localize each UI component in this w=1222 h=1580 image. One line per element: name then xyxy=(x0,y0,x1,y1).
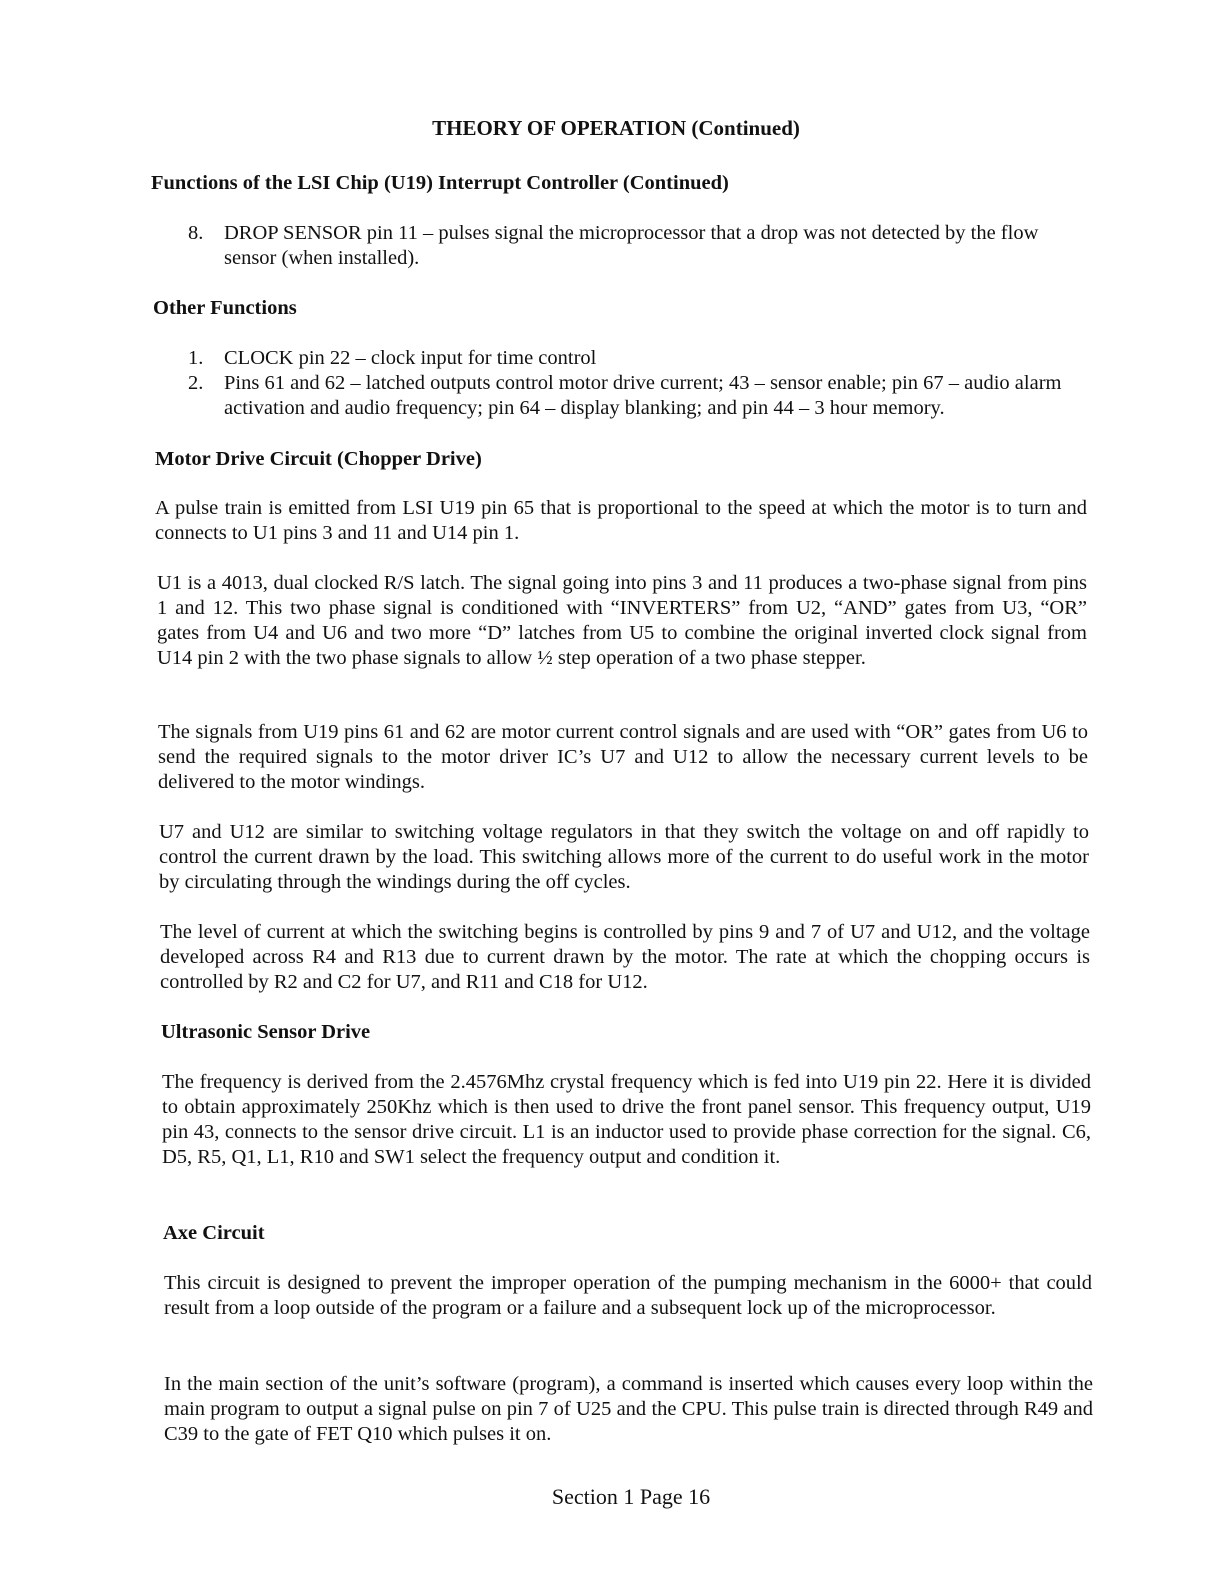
motor-drive-paragraph-1: A pulse train is emitted from LSI U19 pin 65 that is proportional to the speed at which the motor is to turn and connects to U1 pins 3 and 11 and U14 pin 1. xyxy=(155,497,1087,544)
list-item-text: DROP SENSOR pin 11 – pulses signal the microprocessor that a drop was not detected by the flow sensor (when installed). xyxy=(224,222,1039,269)
ultrasonic-heading: Ultrasonic Sensor Drive xyxy=(161,1021,371,1043)
list-item-number: 1. xyxy=(188,347,204,369)
list-item-text: Pins 61 and 62 – latched outputs control motor drive current; 43 – sensor enable; pin 67 – audio alarm activation and audio frequency; pin 64 – display blanking; and pin 44 – 3 hour memory. xyxy=(224,372,1062,419)
motor-drive-heading: Motor Drive Circuit (Chopper Drive) xyxy=(155,448,482,470)
other-functions-heading: Other Functions xyxy=(153,297,297,319)
list-item xyxy=(188,346,1086,371)
list-item xyxy=(188,221,1086,271)
list-item-text: CLOCK pin 22 – clock input for time control xyxy=(224,347,597,369)
page-footer: Section 1 Page 16 xyxy=(551,1484,711,1509)
motor-drive-paragraph-5: The level of current at which the switching begins is controlled by pins 9 and 7 of U7 and U12, and the voltage developed across R4 and R13 due to current drawn by the motor. The rate at which the chopping occurs is controlled by R2 and C2 for U7, and R11 and C18 for U12. xyxy=(160,921,1090,993)
list-item-number: 2. xyxy=(188,372,204,394)
list-item xyxy=(188,371,1086,421)
axe-paragraph-2: In the main section of the unit’s software (program), a command is inserted which causes every loop within the main program to output a signal pulse on pin 7 of U25 and the CPU. This pulse train is directed through R49 and C39 to the gate of FET Q10 which pulses it on. xyxy=(164,1373,1093,1445)
page-title: THEORY OF OPERATION (Continued) xyxy=(432,116,800,140)
motor-drive-paragraph-4: U7 and U12 are similar to switching voltage regulators in that they switch the voltage on and off rapidly to control the current drawn by the load. This switching allows more of the current to do useful work in the motor by circulating through the windings during the off cycles. xyxy=(159,821,1089,893)
ultrasonic-paragraph: The frequency is derived from the 2.4576Mhz crystal frequency which is fed into U19 pin 22. Here it is divided to obtain approximately 250Khz which is then used to drive the front panel sensor. This frequency output, U19 pin 43, connects to the sensor drive circuit. L1 is an inductor used to provide phase correction for the signal. C6, D5, R5, Q1, L1, R10 and SW1 select the frequency output and condition it. xyxy=(162,1071,1091,1168)
motor-drive-paragraph-3: The signals from U19 pins 61 and 62 are motor current control signals and are used with “OR” gates from U6 to send the required signals to the motor driver IC’s U7 and U12 to allow the necessary current levels to be delivered to the motor windings. xyxy=(158,721,1088,793)
other-functions-list xyxy=(188,346,1086,421)
list-item-number: 8. xyxy=(188,222,204,244)
motor-drive-paragraph-2: U1 is a 4013, dual clocked R/S latch. The signal going into pins 3 and 11 produces a two-phase signal from pins 1 and 12. This two phase signal is conditioned with “INVERTERS” from U2, “AND” gates from U3, “OR” gates from U4 and U6 and two more “D” latches from U5 to combine the original inverted clock signal from U14 pin 2 with the two phase signals to allow ½ step operation of a two phase stepper. xyxy=(157,572,1087,669)
axe-paragraph-1: This circuit is designed to prevent the improper operation of the pumping mechanism in the 6000+ that could result from a loop outside of the program or a failure and a subsequent lock up of the microprocessor. xyxy=(164,1272,1092,1319)
lsi-functions-list xyxy=(188,221,1086,271)
axe-heading: Axe Circuit xyxy=(163,1222,265,1244)
lsi-section-heading: Functions of the LSI Chip (U19) Interrupt Controller (Continued) xyxy=(151,172,729,194)
